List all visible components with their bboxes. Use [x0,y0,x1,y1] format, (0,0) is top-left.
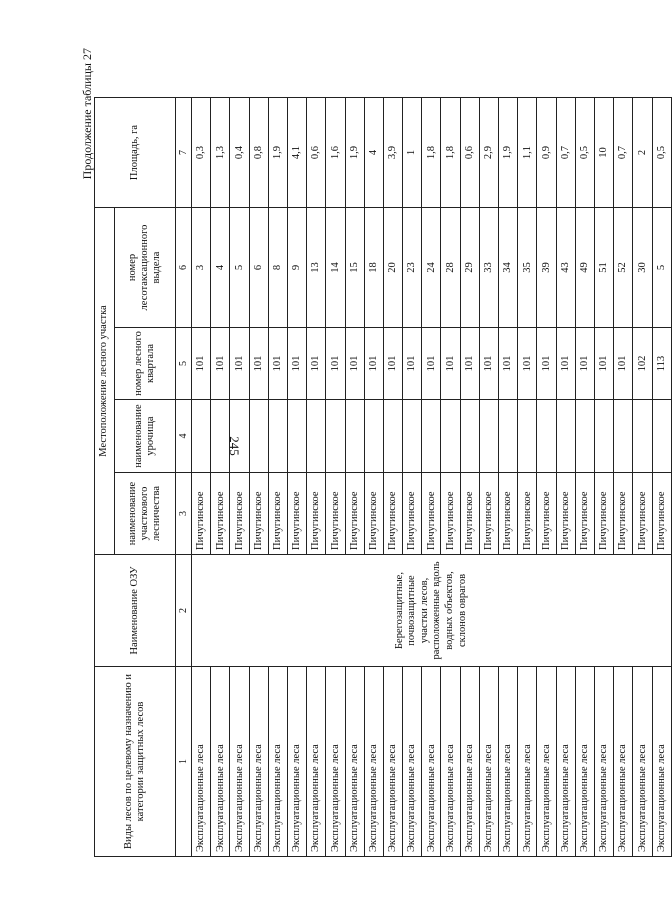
cell-district: Пичугинское [192,473,211,555]
cell-quarter: 101 [537,328,556,400]
table-row [192,98,211,857]
cell-area: 0,3 [192,98,211,208]
cell-area: 0,5 [652,98,671,208]
cell-tract [556,400,575,473]
cell-allotment: 15 [345,208,364,328]
cell-forest-type: Эксплуатационные леса [614,667,633,857]
cell-allotment: 29 [460,208,479,328]
table-row [556,98,575,857]
cell-allotment: 35 [518,208,537,328]
cell-district: Пичугинское [441,473,460,555]
cell-tract [652,400,671,473]
cell-allotment: 52 [614,208,633,328]
cell-forest-type: Эксплуатационные леса [556,667,575,857]
cell-forest-type: Эксплуатационные леса [537,667,556,857]
cell-quarter: 101 [518,328,537,400]
cell-forest-type: Эксплуатационные леса [307,667,326,857]
cell-quarter: 101 [556,328,575,400]
cell-quarter: 101 [460,328,479,400]
cell-forest-type: Эксплуатационные леса [326,667,345,857]
table-row [268,98,287,857]
cell-quarter: 101 [249,328,268,400]
table-row [460,98,479,857]
cell-forest-type: Эксплуатационные леса [192,667,211,857]
table-row [499,98,518,857]
cell-area: 1,8 [441,98,460,208]
column-number: 5 [176,328,192,400]
cell-quarter: 101 [403,328,422,400]
table-row [287,98,306,857]
cell-allotment: 34 [499,208,518,328]
cell-district: Пичугинское [403,473,422,555]
cell-tract [479,400,498,473]
cell-allotment: 24 [422,208,441,328]
column-number: 7 [176,98,192,208]
cell-forest-type: Эксплуатационные леса [499,667,518,857]
cell-quarter: 101 [479,328,498,400]
cell-tract [594,400,613,473]
table-row [537,98,556,857]
column-number: 3 [176,473,192,555]
cell-area: 4,1 [287,98,306,208]
cell-forest-type: Эксплуатационные леса [575,667,594,857]
cell-tract [345,400,364,473]
cell-tract [230,400,249,473]
table-row [575,98,594,857]
table-row [633,98,652,857]
cell-district: Пичугинское [249,473,268,555]
table-row [594,98,613,857]
column-number: 4 [176,400,192,473]
cell-forest-type: Эксплуатационные леса [249,667,268,857]
table-row [479,98,498,857]
cell-district: Пичугинское [211,473,230,555]
cell-tract [287,400,306,473]
cell-tract [633,400,652,473]
cell-area: 1,6 [326,98,345,208]
cell-quarter: 101 [326,328,345,400]
cell-district: Пичугинское [499,473,518,555]
cell-forest-type: Эксплуатационные леса [460,667,479,857]
cell-quarter: 101 [441,328,460,400]
cell-area: 1,8 [422,98,441,208]
header-ozu-name: Наименование ОЗУ [95,555,176,667]
cell-district: Пичугинское [364,473,383,555]
column-number: 6 [176,208,192,328]
cell-forest-type: Эксплуатационные леса [364,667,383,857]
cell-tract [268,400,287,473]
cell-quarter: 101 [594,328,613,400]
cell-area: 10 [594,98,613,208]
cell-tract [575,400,594,473]
cell-area: 0,7 [556,98,575,208]
cell-district: Пичугинское [326,473,345,555]
cell-quarter: 101 [499,328,518,400]
cell-tract [518,400,537,473]
table-row [403,98,422,857]
cell-area: 0,9 [537,98,556,208]
cell-allotment: 49 [575,208,594,328]
cell-allotment: 9 [287,208,306,328]
column-number: 1 [176,667,192,857]
cell-tract [249,400,268,473]
cell-area: 0,7 [614,98,633,208]
table-row [518,98,537,857]
cell-tract [537,400,556,473]
cell-quarter: 101 [211,328,230,400]
cell-allotment: 23 [403,208,422,328]
cell-forest-type: Эксплуатационные леса [594,667,613,857]
cell-forest-type: Эксплуатационные леса [441,667,460,857]
cell-area: 0,6 [460,98,479,208]
rotated-table-page [80,48,667,857]
table-row [422,98,441,857]
cell-area: 2,9 [479,98,498,208]
cell-quarter: 101 [575,328,594,400]
cell-allotment: 8 [268,208,287,328]
cell-quarter: 101 [422,328,441,400]
cell-area: 1 [403,98,422,208]
table-row [249,98,268,857]
cell-district: Пичугинское [422,473,441,555]
cell-district: Пичугинское [383,473,402,555]
table-row [441,98,460,857]
cell-tract [403,400,422,473]
cell-district: Пичугинское [652,473,671,555]
header-forest-type: Виды лесов по целевому назначению и категории защитных лесов [95,667,176,857]
cell-district: Пичугинское [575,473,594,555]
cell-district: Пичугинское [287,473,306,555]
table-row [614,98,633,857]
cell-area: 0,5 [575,98,594,208]
cell-area: 4 [364,98,383,208]
cell-allotment: 33 [479,208,498,328]
cell-allotment: 14 [326,208,345,328]
cell-forest-type: Эксплуатационные леса [403,667,422,857]
cell-forest-type: Эксплуатационные леса [383,667,402,857]
cell-quarter: 101 [230,328,249,400]
cell-tract [211,400,230,473]
cell-forest-type: Эксплуатационные леса [479,667,498,857]
cell-allotment: 28 [441,208,460,328]
cell-area: 0,4 [230,98,249,208]
cell-forest-type: Эксплуатационные леса [211,667,230,857]
cell-quarter: 102 [633,328,652,400]
table-row [652,98,671,857]
cell-area: 0,6 [307,98,326,208]
cell-area: 2 [633,98,652,208]
header-district: наименование участкового лесничества [115,473,176,555]
cell-forest-type: Эксплуатационные леса [345,667,364,857]
cell-allotment: 43 [556,208,575,328]
cell-tract [441,400,460,473]
table-row [364,98,383,857]
cell-quarter: 101 [307,328,326,400]
cell-tract [192,400,211,473]
header-quarter: номер лесного квартала [115,328,176,400]
cell-district: Пичугинское [230,473,249,555]
cell-district: Пичугинское [479,473,498,555]
cell-area: 1,3 [211,98,230,208]
cell-allotment: 30 [633,208,652,328]
cell-area: 1,1 [518,98,537,208]
cell-district: Пичугинское [633,473,652,555]
cell-allotment: 13 [307,208,326,328]
cell-district: Пичугинское [537,473,556,555]
cell-tract [307,400,326,473]
cell-allotment: 5 [230,208,249,328]
cell-forest-type: Эксплуатационные леса [652,667,671,857]
cell-district: Пичугинское [268,473,287,555]
cell-allotment: 20 [383,208,402,328]
cell-forest-type: Эксплуатационные леса [268,667,287,857]
cell-allotment: 39 [537,208,556,328]
cell-quarter: 101 [345,328,364,400]
cell-forest-type: Эксплуатационные леса [287,667,306,857]
continuation-caption: Продолжение таблицы 27 [80,48,94,180]
cell-quarter: 101 [192,328,211,400]
cell-forest-type: Эксплуатационные леса [230,667,249,857]
cell-quarter: 113 [652,328,671,400]
cell-allotment: 6 [249,208,268,328]
table-row [211,98,230,857]
cell-tract [422,400,441,473]
cell-ozu-name: Берегозащитные, почвозащитные участки лесов, расположенные вдоль водных объектов, склонов оврагов [192,555,672,667]
cell-quarter: 101 [364,328,383,400]
cell-district: Пичугинское [518,473,537,555]
cell-forest-type: Эксплуатационные леса [422,667,441,857]
cell-area: 3,9 [383,98,402,208]
header-area: Площадь, га [95,98,176,208]
page-number: 245 [227,436,242,456]
header-tract: наименование урочища [115,400,176,473]
cell-district: Пичугинское [614,473,633,555]
cell-tract [499,400,518,473]
header-location-group: Местоположение лесного участка [95,208,115,555]
cell-quarter: 101 [287,328,306,400]
header-allotment: номер лесотаксационного выдела [115,208,176,328]
cell-district: Пичугинское [556,473,575,555]
cell-tract [383,400,402,473]
cell-district: Пичугинское [307,473,326,555]
cell-quarter: 101 [383,328,402,400]
table-row [307,98,326,857]
table-row [345,98,364,857]
cell-tract [460,400,479,473]
cell-quarter: 101 [268,328,287,400]
cell-allotment: 18 [364,208,383,328]
cell-forest-type: Эксплуатационные леса [518,667,537,857]
cell-tract [326,400,345,473]
cell-district: Пичугинское [345,473,364,555]
cell-area: 1,9 [345,98,364,208]
cell-allotment: 4 [211,208,230,328]
cell-allotment: 3 [192,208,211,328]
cell-area: 1,9 [268,98,287,208]
table-row [326,98,345,857]
cell-allotment: 5 [652,208,671,328]
table-row [383,98,402,857]
cell-tract [364,400,383,473]
cell-quarter: 101 [614,328,633,400]
cell-tract [614,400,633,473]
table-row [230,98,249,857]
column-number: 2 [176,555,192,667]
cell-area: 0,8 [249,98,268,208]
forest-plots-table [94,97,672,857]
cell-area: 1,9 [499,98,518,208]
cell-district: Пичугинское [460,473,479,555]
cell-district: Пичугинское [594,473,613,555]
cell-forest-type: Эксплуатационные леса [633,667,652,857]
cell-allotment: 51 [594,208,613,328]
